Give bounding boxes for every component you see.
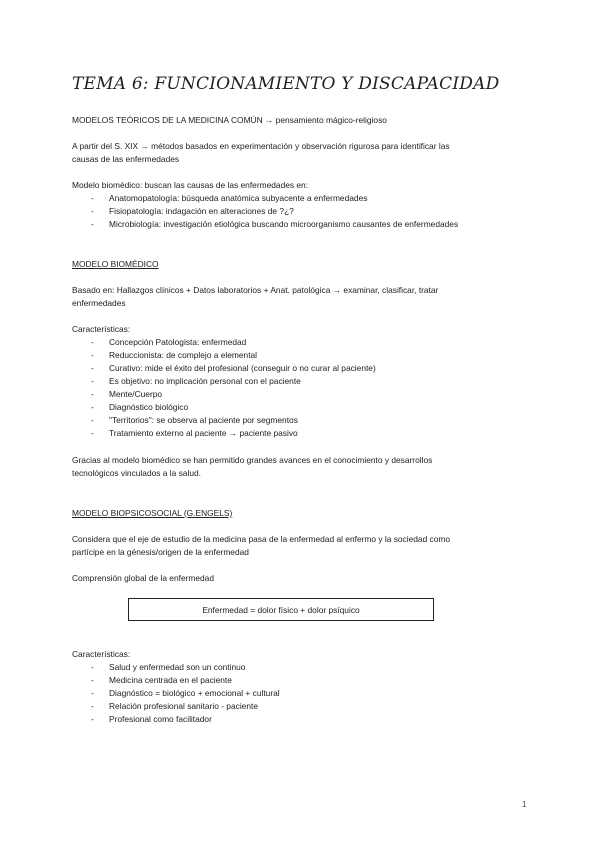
bullet: - — [91, 206, 94, 216]
bullet: - — [91, 688, 94, 698]
bullet: - — [91, 701, 94, 711]
bullet: - — [91, 415, 94, 425]
bullet: - — [91, 337, 94, 347]
list-item: - Profesional como facilitador — [91, 714, 212, 724]
bullet: - — [91, 402, 94, 412]
global-understanding: Comprensión global de la enfermedad — [72, 573, 214, 583]
bullet: - — [91, 662, 94, 672]
list-item: - Reduccionista: de complejo a elemental — [91, 350, 258, 360]
bullet: - — [91, 714, 94, 724]
biomedical-paragraph-line: Basado en: Hallazgos clínicos + Datos laboratorios + Anat. patológica → examinar, clasificar, tratar — [72, 285, 439, 295]
biomedical-closing-line: Gracias al modelo biomédico se han permitido grandes avances en el conocimiento y desarrollos — [72, 455, 433, 465]
list-item: - Es objetivo: no implicación personal con el paciente — [91, 376, 301, 386]
page-title: TEMA 6: FUNCIONAMIENTO Y DISCAPACIDAD — [72, 74, 500, 94]
list-item: - Relación profesional sanitario - paciente — [91, 701, 258, 711]
formula-box — [128, 598, 434, 621]
features-label: Características: — [72, 324, 131, 334]
list-item: - Fisiopatología: indagación en alteraciones de ?¿? — [91, 206, 294, 216]
bullet: - — [91, 389, 94, 399]
bullet: - — [91, 219, 94, 229]
biomedical-paragraph-line: enfermedades — [72, 298, 126, 308]
list-item: - Microbiología: investigación etiológica buscando microorganismo causantes de enfermedades — [91, 219, 459, 229]
list-item: - Anatomopatología: búsqueda anatómica subyacente a enfermedades — [91, 193, 368, 203]
biomedical-closing-line: tecnológicos vinculados a la salud. — [72, 468, 201, 478]
bullet: - — [91, 428, 94, 438]
list-item: - Tratamiento externo al paciente → paciente pasivo — [91, 428, 298, 438]
intro-paragraph-line: causas de las enfermedades — [72, 154, 180, 164]
biomedical-intro: Modelo biomédico: buscan las causas de las enfermedades en: — [72, 180, 309, 190]
bullet: - — [91, 350, 94, 360]
bullet: - — [91, 675, 94, 685]
biopsychosocial-paragraph-line: Considera que el eje de estudio de la medicina pasa de la enfermedad al enfermo y la sociedad como — [72, 534, 451, 544]
list-item: - Curativo: mide el éxito del profesional (conseguir o no curar al paciente) — [91, 363, 376, 373]
intro-heading: MODELOS TEÓRICOS DE LA MEDICINA COMÚN → pensamiento mágico-religioso — [72, 115, 387, 125]
list-item: - "Territorios": se observa al paciente por segmentos — [91, 415, 298, 425]
list-item: - Mente/Cuerpo — [91, 389, 163, 399]
list-item: - Salud y enfermedad son un continuo — [91, 662, 246, 672]
list-item: - Concepción Patologista: enfermedad — [91, 337, 247, 347]
section-heading-biomedical: MODELO BIOMÉDICO — [72, 259, 159, 269]
formula-text: Enfermedad = dolor físico + dolor psíquico — [202, 604, 360, 615]
biopsychosocial-paragraph-line: partícipe en la génesis/origen de la enfermedad — [72, 547, 249, 557]
intro-paragraph-line: A partir del S. XIX → métodos basados en experimentación y observación rigurosa para identificar las — [72, 141, 450, 151]
page-number: 1 — [522, 800, 527, 809]
section-heading-biopsychosocial: MODELO BIOPSICOSOCIAL (G.ENGELS) — [72, 508, 233, 518]
bullet: - — [91, 376, 94, 386]
list-item: - Medicina centrada en el paciente — [91, 675, 232, 685]
features-label: Características: — [72, 649, 131, 659]
bullet: - — [91, 363, 94, 373]
bullet: - — [91, 193, 94, 203]
list-item: - Diagnóstico biológico — [91, 402, 189, 412]
list-item: - Diagnóstico = biológico + emocional + cultural — [91, 688, 280, 698]
